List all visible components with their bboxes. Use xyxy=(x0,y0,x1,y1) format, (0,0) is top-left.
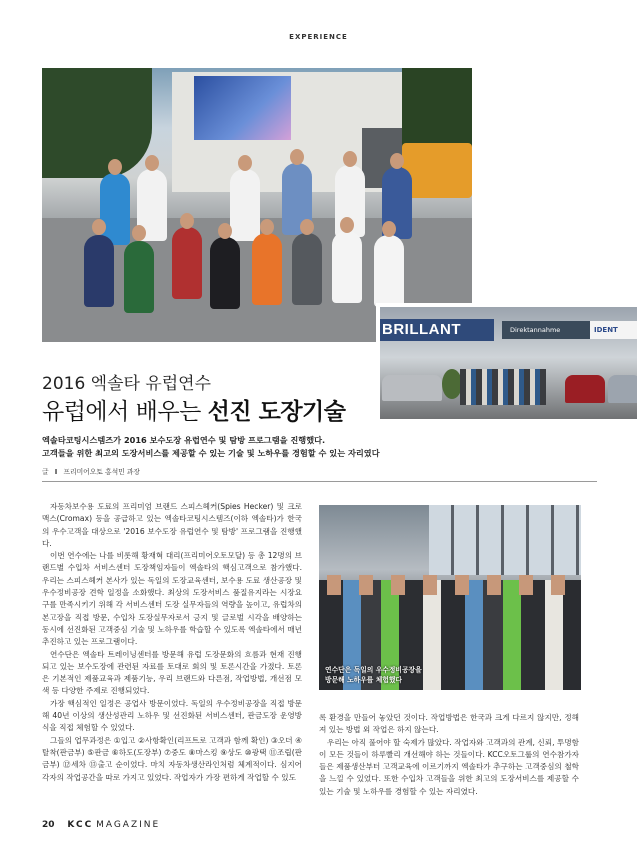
paragraph: 록 환경을 만들어 놓았던 것이다. 작업방법은 한국과 크게 다르지 않지만, 정해져 있는 방법 외 작업은 하지 않는다. xyxy=(319,713,579,735)
workshop-photo xyxy=(319,505,581,690)
section-tag: EXPERIENCE xyxy=(289,33,348,41)
article-title xyxy=(42,393,345,426)
byline-author: 프리미어오토 홍석민 과장 xyxy=(63,468,140,476)
article-title-plain: 유럽에서 배우는 xyxy=(42,399,208,425)
photo-car-red xyxy=(565,375,605,403)
photo-caption xyxy=(325,665,422,685)
article-lead xyxy=(42,434,462,459)
photo-tree-right xyxy=(402,68,472,148)
page-footer xyxy=(42,820,160,830)
divider xyxy=(42,481,597,482)
group-photo xyxy=(42,68,472,342)
article-body-left xyxy=(42,501,302,784)
photo-group xyxy=(460,369,546,405)
lead-line-2: 고객들을 위한 최고의 도장서비스를 제공할 수 있는 기술 및 노하우를 경험할 수 있는 자리였다 xyxy=(42,447,380,458)
photo-sign-ident: IDENT xyxy=(590,321,637,339)
photo-car-grey xyxy=(608,375,637,403)
photo-people xyxy=(92,153,422,323)
paragraph: 그들의 업무과정은 ①입고 ②사항확인(리프트로 고객과 함께 확인) ③오더 ④탈착(판금부) ⑤판금 ⑥하도(도장부) ⑦중도 ⑧마스킹 ⑨상도 ⑩광택 ⑪조립(판금부) ⑫세차 ⑬출고 순이었다. 마치 자동차생산라인처럼 체계적이다. 심지어 각자의 작업공간을 따로 가지고 있었다. 작업자가 가장 편하게 작업할 수 있도 xyxy=(42,735,302,782)
photo-billboard xyxy=(194,76,291,140)
photo-sign-brillant: BRILLANT xyxy=(380,319,494,341)
photo-shrub xyxy=(442,369,462,399)
caption-line-1: 연수단은 독일의 우수정비공장을 xyxy=(325,666,422,674)
lead-line-1: 엑솔타코팅시스템즈가 2016 보수도장 유럽연수 및 탐방 프로그램을 진행했다. xyxy=(42,435,326,445)
byline-label: 글 xyxy=(42,468,49,476)
photo-windows xyxy=(429,505,581,575)
magazine-brand: KCC xyxy=(67,820,94,830)
paragraph: 자동차보수용 도료의 프리미엄 브랜드 스피스헤커(Spies Hecker) 및 크로맥스(Cromax) 등을 공급하고 있는 엑솔타코팅시스템즈(이하 엑솔타)가 한국의 우수고객을 대상으로 '2016 보수도장 유럽연수 및 탐방' 프로그램을 진행했다. xyxy=(42,502,302,548)
dealership-photo xyxy=(376,303,637,419)
article-body-right xyxy=(319,712,579,798)
magazine-name: MAGAZINE xyxy=(96,820,161,830)
paragraph: 가장 핵심적인 일정은 공업사 방문이었다. 독일의 우수정비공장을 직접 방문해 40년 이상의 생산성관리 노하우 및 선진화된 서비스센터, 판금도장 운영방식을 직접 체험할 수 있었다. xyxy=(42,698,302,733)
photo-car-silver xyxy=(382,375,442,401)
paragraph: 이번 연수에는 나를 비롯해 황재혁 대리(프리미어오토모달) 등 총 12명의 브랜드별 수입차 서비스센터 도장책임자들이 엑솔타의 핵심고객으로 참가했다. 우리는 스피스헤커 본사가 있는 독일의 도장교육센터, 보수용 도료 생산공장 및 우수정비공장 견학 일정을 소화했다. 최상의 도장서비스 품질유지라는 시장요구를 만족시키기 위해 각 서비스센터 도장 실무자들의 역량을 높이고, 유럽차의 본고장을 직접 방문, 수입차 도장실무자로서 긍지 및 글로벌 시각을 배양하는 동시에 선진화된 고객중심 기술 및 노하우를 학습할 수 있도록 엑솔타에서 매년 추진하고 있는 프로그램이다. xyxy=(42,551,302,647)
article-title-bold: 선진 도장기술 xyxy=(207,399,346,425)
caption-line-2: 방문해 노하우를 체험했다 xyxy=(325,676,402,684)
paragraph: 우리는 아직 풀어야 할 숙제가 많았다. 작업자와 고객과의 관계, 신뢰, 투명함 이 모든 것들이 하루빨리 개선해야 하는 것들이다. KCC오토그룹의 연수참가자들은 제품생산부터 고객교육에 이르기까지 엑솔타가 추구하는 고객중심의 철학을 느낄 수 있었다. 또한 수입차 고객들을 위한 최고의 도장서비스를 제공할 수 있는 기술 및 노하우를 경험할 수 있는 자리였다. xyxy=(319,737,579,796)
photo-faces xyxy=(319,575,581,595)
article-kicker: 2016 엑솔타 유럽연수 xyxy=(42,374,212,394)
photo-sign-direktannahme: Direktannahme xyxy=(502,321,600,339)
page-number: 20 xyxy=(42,820,55,830)
byline-separator: I xyxy=(54,468,58,476)
byline xyxy=(42,466,140,476)
paragraph: 연수단은 엑솔타 트레이닝센터를 방문해 유럽 도장문화의 흐름과 현재 진행되고 있는 보수도장에 관련된 자료를 토대로 회의 및 토론시간을 가졌다. 토론은 기본적인 제품교육과 제품기능, 우리 브랜드와 다른점, 작업방법, 개선점 모색 등 다양한 주제로 진행되었다. xyxy=(42,649,302,696)
